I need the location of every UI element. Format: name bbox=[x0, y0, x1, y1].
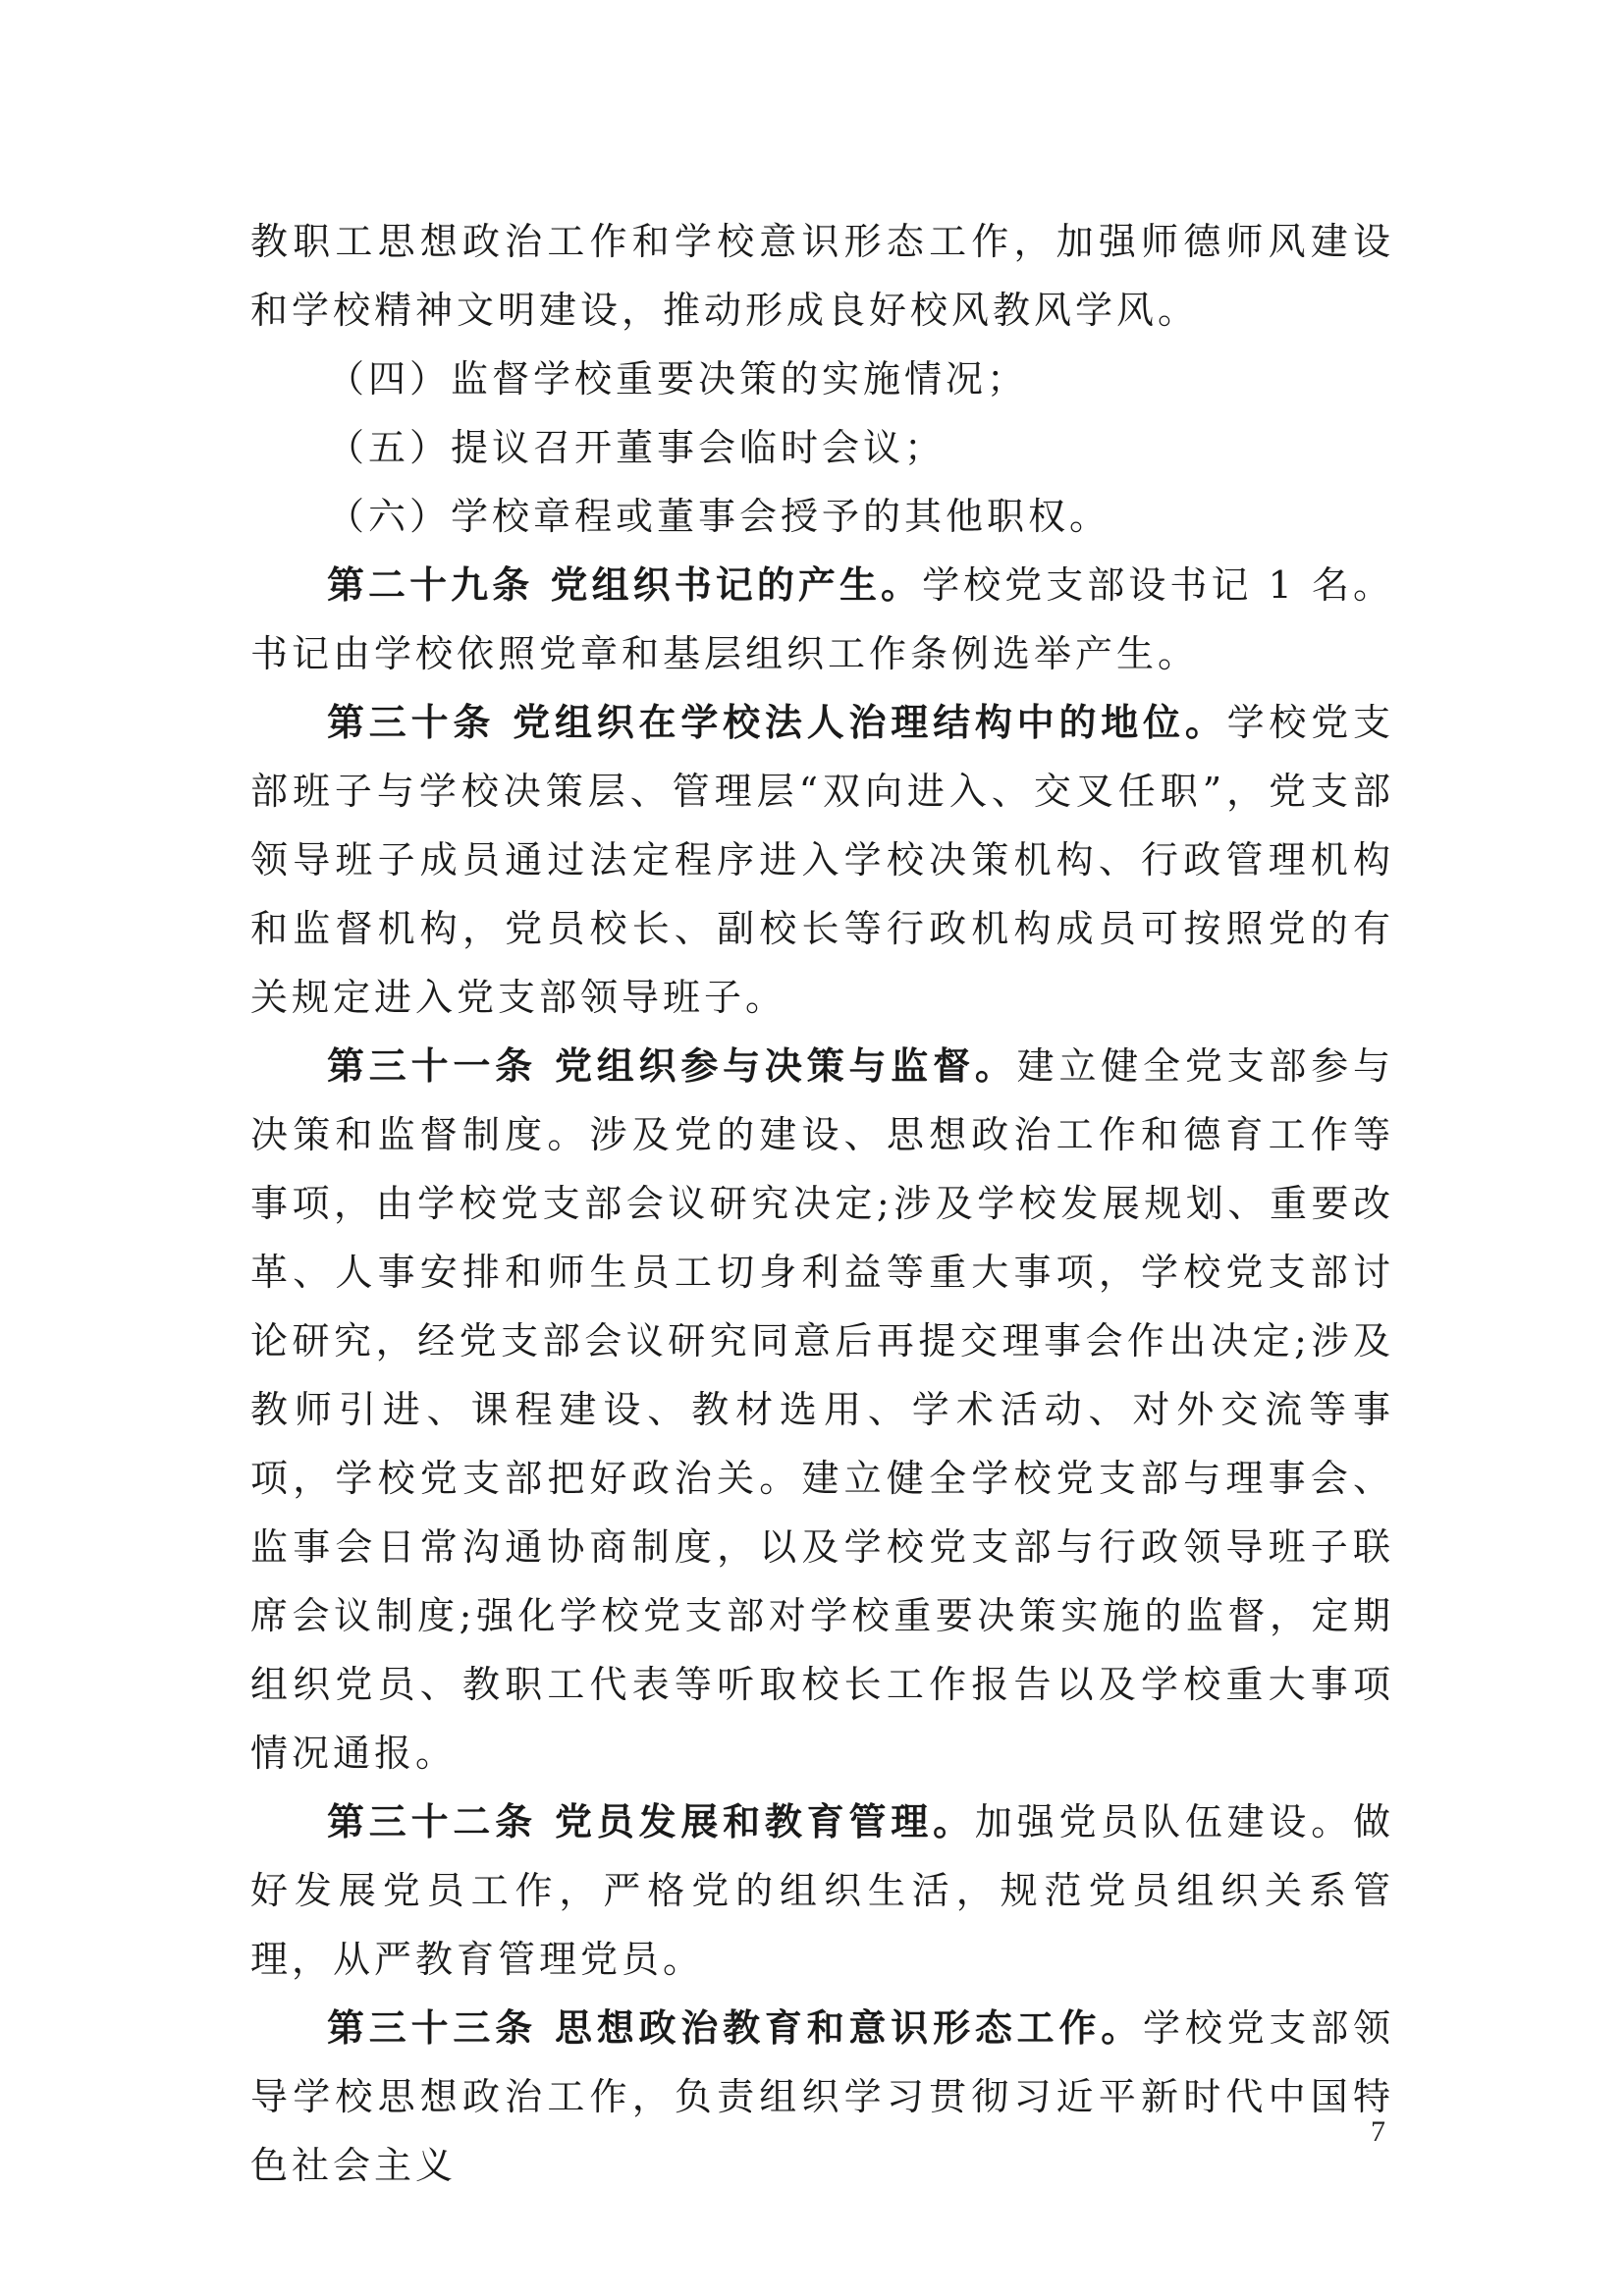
article-31 bbox=[250, 1032, 1394, 1788]
article-body: 建立健全党支部参与决策和监督制度。涉及党的建设、思想政治工作和德育工作等事项，由学校党支部会议研究决定;涉及学校发展规划、重要改革、人事安排和师生员工切身利益等重大事项，学校党支部讨论研究，经党支部会议研究同意后再提交理事会作出决定;涉及教师引进、课程建设、教材选用、学术活动、对外交流等事项，学校党支部把好政治关。建立健全学校党支部与理事会、监事会日常沟通协商制度，以及学校党支部与行政领导班子联席会议制度;强化学校党支部对学校重要决策实施的监督，定期组织党员、教职工代表等听取校长工作报告以及学校重大事项情况通报。 bbox=[250, 1044, 1394, 1775]
article-32 bbox=[250, 1788, 1394, 1994]
article-heading: 第三十三条 思想政治教育和意识形态工作。 bbox=[327, 2005, 1144, 2050]
article-heading: 第三十二条 党员发展和教育管理。 bbox=[327, 1799, 975, 1843]
paragraph-body: 教职工思想政治工作和学校意识形态工作，加强师德师风建设和学校精神文明建设，推动形成良好校风教风学风。 bbox=[250, 220, 1394, 332]
body-text bbox=[250, 207, 1394, 2200]
article-body: 学校党支部班子与学校决策层、管理层“双向进入、交叉任职”，党支部领导班子成员通过法定程序进入学校决策机构、行政管理机构和监督机构，党员校长、副校长等行政机构成员可按照党的有关规定进入党支部领导班子。 bbox=[250, 701, 1394, 1019]
paragraph-body: （四）监督学校重要决策的实施情况； bbox=[327, 357, 1029, 400]
article-heading: 第二十九条 党组织书记的产生。 bbox=[327, 562, 923, 607]
article-body: 加强党员队伍建设。做好发展党员工作，严格党的组织生活，规范党员组织关系管理，从严教育管理党员。 bbox=[250, 1800, 1394, 1981]
paragraph-body: （五）提议召开董事会临时会议； bbox=[327, 426, 947, 469]
article-33 bbox=[250, 1994, 1394, 2200]
article-heading: 第三十条 党组织在学校法人治理结构中的地位。 bbox=[327, 700, 1227, 744]
page-number: 7 bbox=[1371, 2115, 1385, 2148]
paragraph-item-five bbox=[250, 413, 1394, 482]
article-29 bbox=[250, 551, 1394, 688]
article-30 bbox=[250, 688, 1394, 1032]
article-body: 学校党支部领导学校思想政治工作，负责组织学习贯彻习近平新时代中国特色社会主义 bbox=[250, 2006, 1394, 2187]
paragraph-continuation bbox=[250, 207, 1394, 345]
paragraph-body: （六）学校章程或董事会授予的其他职权。 bbox=[327, 495, 1111, 538]
article-heading: 第三十一条 党组织参与决策与监督。 bbox=[327, 1043, 1017, 1088]
article-body: 学校党支部设书记 1 名。书记由学校依照党章和基层组织工作条例选举产生。 bbox=[250, 563, 1395, 675]
paragraph-item-four bbox=[250, 345, 1394, 413]
paragraph-item-six bbox=[250, 482, 1394, 551]
